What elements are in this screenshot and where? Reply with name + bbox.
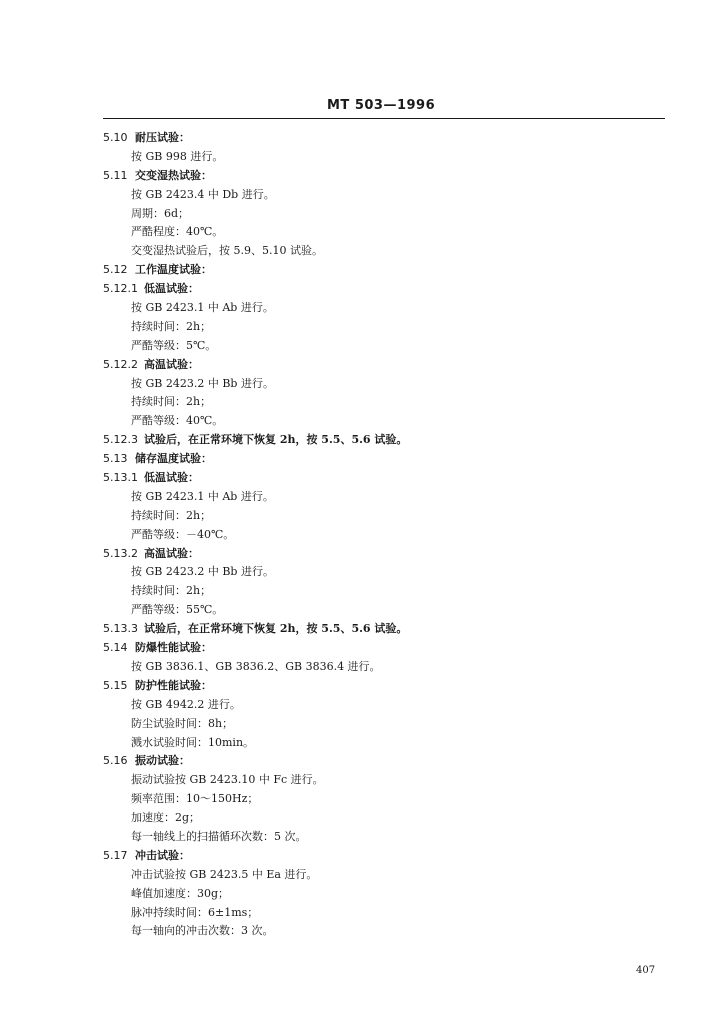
body-line (0, 337, 722, 356)
body-text: 频率范围：10～150Hz； (131, 792, 259, 806)
section-heading (0, 356, 722, 375)
page-header (0, 98, 722, 122)
body-line (0, 658, 722, 677)
section-heading (0, 847, 722, 866)
body-line (0, 318, 722, 337)
section-heading (0, 752, 722, 771)
section-heading (0, 129, 722, 148)
section-number: 5.17 (103, 848, 128, 862)
page-number: 407 (636, 965, 656, 976)
header-rule (103, 118, 665, 119)
body-text: 交变湿热试验后，按 5.9、5.10 试验。 (131, 244, 323, 258)
section-heading (0, 261, 722, 280)
section-title: 耐压试验： (135, 131, 190, 144)
body-line (0, 904, 722, 923)
section-heading (0, 167, 722, 186)
body-text: 严酷程度：40℃。 (131, 225, 224, 239)
body-line (0, 696, 722, 715)
body-text: 严酷等级：－40℃。 (131, 527, 235, 541)
body-text: 脉冲持续时间：6±1ms； (131, 905, 259, 919)
section-heading (0, 620, 722, 639)
section-title: 交变湿热试验： (135, 168, 212, 182)
section-title: 试验后，在正常环境下恢复 2h，按 5.5、5.6 试验。 (144, 622, 408, 636)
body-text: 按 GB 3836.1、GB 3836.2、GB 3836.4 进行。 (131, 659, 381, 673)
section-number: 5.14 (103, 641, 128, 655)
body-text: 持续时间：2h； (131, 395, 212, 409)
body-text: 按 GB 2423.2 中 Bb 进行。 (131, 565, 274, 579)
body-line (0, 885, 722, 904)
section-title: 低温试验： (144, 471, 199, 485)
body-line (0, 412, 722, 431)
body-text: 每一轴向的冲击次数：3 次。 (131, 924, 274, 938)
section-number: 5.13.1 (103, 471, 138, 485)
body-text: 每一轴线上的扫描循环次数：5 次。 (131, 829, 307, 843)
body-line (0, 866, 722, 885)
body-line (0, 734, 722, 753)
section-heading (0, 280, 722, 299)
section-title: 防爆性能试验： (135, 641, 212, 655)
body-line (0, 790, 722, 809)
section-heading (0, 677, 722, 696)
section-heading (0, 431, 722, 450)
section-number: 5.12.2 (103, 357, 138, 371)
section-number: 5.13.3 (103, 622, 138, 636)
body-line (0, 393, 722, 412)
body-line (0, 771, 722, 790)
body-text: 按 GB 2423.4 中 Db 进行。 (131, 187, 275, 201)
section-title: 振动试验： (135, 754, 190, 768)
body-line (0, 922, 722, 941)
section-heading (0, 639, 722, 658)
section-title: 高温试验： (144, 546, 199, 560)
body-text: 严酷等级：5℃。 (131, 338, 217, 352)
body-line (0, 601, 722, 620)
body-line (0, 205, 722, 224)
body-text: 持续时间：2h； (131, 584, 212, 598)
body-line (0, 299, 722, 318)
body-text: 振动试验按 GB 2423.10 中 Fc 进行。 (131, 773, 324, 787)
body-text: 按 GB 998 进行。 (131, 149, 224, 163)
body-text: 按 GB 2423.1 中 Ab 进行。 (131, 489, 274, 503)
document-body (0, 129, 722, 941)
body-line (0, 507, 722, 526)
body-text: 严酷等级：55℃。 (131, 603, 224, 617)
section-title: 低温试验： (144, 282, 199, 296)
section-title: 工作温度试验： (135, 263, 212, 277)
section-number: 5.12.3 (103, 433, 138, 447)
section-heading (0, 450, 722, 469)
body-text: 按 GB 2423.1 中 Ab 进行。 (131, 301, 274, 315)
body-text: 加速度：2g； (131, 811, 201, 825)
body-text: 峰值加速度：30g； (131, 886, 230, 900)
section-title: 试验后，在正常环境下恢复 2h，按 5.5、5.6 试验。 (144, 433, 408, 447)
section-title: 储存温度试验： (135, 452, 212, 466)
body-line (0, 488, 722, 507)
body-line (0, 563, 722, 582)
body-line (0, 809, 722, 828)
body-line (0, 186, 722, 205)
body-line (0, 526, 722, 545)
standard-number: MT 503—1996 (327, 98, 436, 113)
section-title: 防护性能试验： (135, 678, 212, 692)
body-text: 按 GB 4942.2 进行。 (131, 697, 241, 711)
section-number: 5.12.1 (103, 282, 138, 296)
body-line (0, 148, 722, 167)
section-title: 高温试验： (144, 357, 199, 371)
body-text: 冲击试验按 GB 2423.5 中 Ea 进行。 (131, 867, 318, 881)
body-text: 溅水试验时间：10min。 (131, 735, 255, 749)
section-number: 5.13.2 (103, 546, 138, 560)
section-number: 5.13 (103, 452, 128, 466)
body-line (0, 242, 722, 261)
body-line (0, 582, 722, 601)
body-text: 持续时间：2h； (131, 319, 212, 333)
section-heading (0, 545, 722, 564)
body-line (0, 223, 722, 242)
section-number: 5.12 (103, 263, 128, 277)
section-number: 5.11 (103, 168, 128, 182)
section-number: 5.15 (103, 678, 128, 692)
body-line (0, 715, 722, 734)
body-text: 持续时间：2h； (131, 508, 212, 522)
body-text: 严酷等级：40℃。 (131, 414, 224, 428)
section-heading (0, 469, 722, 488)
body-line (0, 828, 722, 847)
section-title: 冲击试验： (135, 848, 190, 862)
section-number: 5.16 (103, 754, 128, 768)
body-line (0, 375, 722, 394)
body-text: 按 GB 2423.2 中 Bb 进行。 (131, 376, 274, 390)
section-number: 5.10 (103, 131, 128, 144)
body-text: 周期：6d； (131, 206, 190, 220)
body-text: 防尘试验时间：8h； (131, 716, 234, 730)
